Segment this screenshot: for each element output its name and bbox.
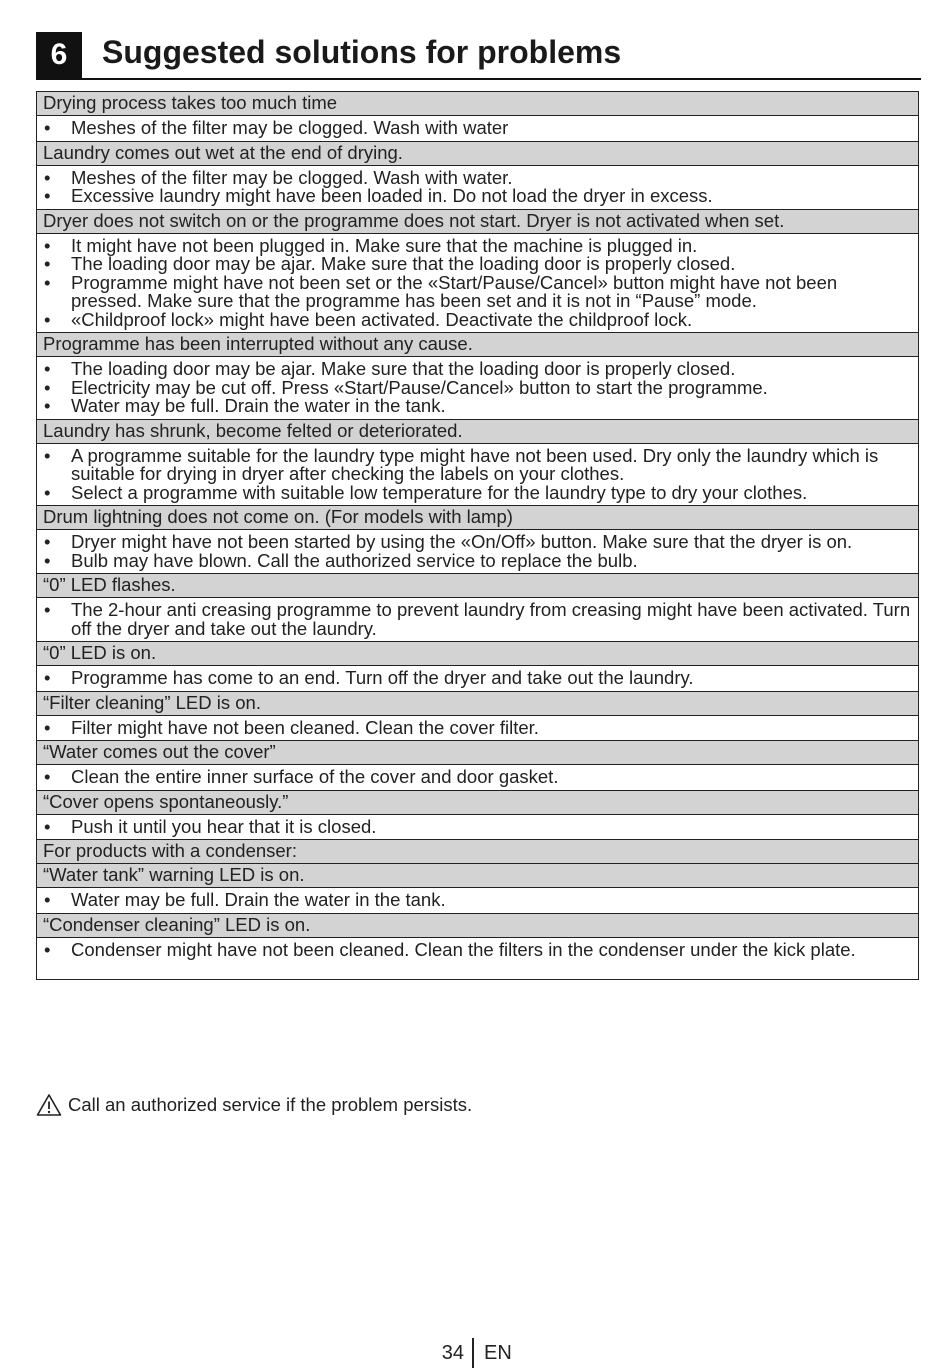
problem-table: [36, 91, 919, 980]
solution-item: [43, 119, 912, 138]
solution-item: [43, 255, 912, 274]
solution-list: [37, 598, 918, 642]
problem-heading: Laundry has shrunk, become felted or deteriorated.: [37, 420, 918, 444]
section-number: 6: [36, 32, 82, 78]
solution-text: Clean the entire inner surface of the cover and door gasket.: [71, 766, 559, 787]
solution-text: The loading door may be ajar. Make sure that the loading door is properly closed.: [71, 253, 736, 274]
solution-text: Condenser might have not been cleaned. Clean the filters in the condenser under the kick plate.: [71, 938, 856, 960]
bullet-icon: •: [44, 938, 51, 960]
solution-text: Programme might have not been set or the «Start/Pause/Cancel» button might have not been pressed. Make sure that the programme has been set and it is not in “Pause” mode.: [71, 271, 838, 311]
bullet-icon: •: [44, 234, 51, 256]
solution-item: [43, 768, 912, 787]
solution-item: [43, 397, 912, 416]
solution-item: [43, 815, 912, 837]
solution-item: [43, 938, 912, 960]
page-footer: [0, 1338, 950, 1368]
bullet-icon: •: [44, 253, 51, 274]
problem-heading: For products with a condenser:: [37, 840, 918, 864]
service-note: [36, 1093, 472, 1117]
solution-item: [43, 891, 912, 910]
solution-text: The loading door may be ajar. Make sure that the loading door is properly closed.: [71, 358, 736, 379]
problem-heading: Drum lightning does not come on. (For models with lamp): [37, 506, 918, 530]
solution-item: [43, 444, 912, 484]
solution-item: [43, 601, 912, 638]
problem-heading: “Condenser cleaning” LED is on.: [37, 914, 918, 938]
solution-list: [37, 444, 918, 507]
problem-heading: Programme has been interrupted without any cause.: [37, 333, 918, 357]
solution-list: [37, 666, 918, 692]
solution-text: Dryer might have not been started by using the «On/Off» button. Make sure that the dryer is on.: [71, 531, 853, 552]
bullet-icon: •: [44, 185, 51, 206]
bullet-icon: •: [44, 815, 51, 837]
bullet-icon: •: [44, 166, 51, 188]
solution-list: [37, 716, 918, 742]
solution-text: Water may be full. Drain the water in the tank.: [71, 395, 446, 416]
solution-text: Meshes of the filter may be clogged. Wash with water: [71, 117, 509, 138]
solution-text: It might have not been plugged in. Make sure that the machine is plugged in.: [71, 234, 698, 256]
solution-list: [37, 888, 918, 914]
bullet-icon: •: [44, 549, 51, 571]
language-code: EN: [484, 1342, 512, 1364]
solution-list: [37, 234, 918, 334]
bullet-icon: •: [44, 308, 51, 330]
solution-text: Bulb may have blown. Call the authorized service to replace the bulb.: [71, 549, 638, 571]
section-header: [36, 30, 921, 80]
page-title: Suggested solutions for problems: [102, 34, 622, 70]
solution-text: Meshes of the filter may be clogged. Wash with water.: [71, 166, 513, 188]
problem-heading: Dryer does not switch on or the programme does not start. Dryer is not activated when set.: [37, 210, 918, 234]
solution-list: [37, 530, 918, 574]
solution-list: [37, 938, 918, 980]
problem-heading: Drying process takes too much time: [37, 92, 918, 116]
solution-text: «Childproof lock» might have been activated. Deactivate the childproof lock.: [71, 308, 693, 330]
solution-item: [43, 308, 912, 330]
problem-heading: Laundry comes out wet at the end of drying.: [37, 142, 918, 166]
solution-text: The 2-hour anti creasing programme to prevent laundry from creasing might have been activated. Turn off the dryer and take out the laundry.: [71, 599, 911, 639]
solution-text: Select a programme with suitable low temperature for the laundry type to dry your clothes.: [71, 481, 808, 503]
solution-text: Push it until you hear that it is closed.: [71, 815, 377, 837]
bullet-icon: •: [44, 358, 51, 379]
solution-text: Filter might have not been cleaned. Clean the cover filter.: [71, 716, 539, 738]
problem-heading: “Water tank” warning LED is on.: [37, 864, 918, 888]
note-text: Call an authorized service if the problem persists.: [68, 1094, 473, 1115]
solution-text: Electricity may be cut off. Press «Start/Pause/Cancel» button to start the programme.: [71, 376, 768, 398]
warning-triangle-icon: [36, 1093, 62, 1117]
problem-heading: “0” LED flashes.: [37, 574, 918, 598]
solution-text: Excessive laundry might have been loaded in. Do not load the dryer in excess.: [71, 185, 713, 206]
bullet-icon: •: [44, 531, 51, 552]
bullet-icon: •: [44, 889, 51, 910]
solution-list: [37, 815, 918, 841]
solution-item: [43, 271, 912, 311]
solution-item: [43, 481, 912, 503]
bullet-icon: •: [44, 481, 51, 503]
bullet-icon: •: [44, 395, 51, 416]
solution-list: [37, 166, 918, 210]
page-number: 34: [441, 1342, 464, 1364]
solution-item: [43, 716, 912, 738]
bullet-icon: •: [44, 444, 51, 466]
solution-text: Water may be full. Drain the water in the tank.: [71, 889, 446, 910]
bullet-icon: •: [44, 667, 51, 688]
footer-divider: [472, 1338, 474, 1368]
solution-item: [43, 669, 912, 688]
solution-item: [43, 533, 912, 552]
problem-heading: “Filter cleaning” LED is on.: [37, 692, 918, 716]
bullet-icon: •: [44, 716, 51, 738]
solution-item: [43, 549, 912, 571]
problem-heading: “Water comes out the cover”: [37, 741, 918, 765]
solution-list: [37, 116, 918, 142]
bullet-icon: •: [44, 376, 51, 398]
solution-item: [43, 360, 912, 379]
problem-heading: “0” LED is on.: [37, 642, 918, 666]
bullet-icon: •: [44, 271, 51, 293]
bullet-icon: •: [44, 599, 51, 620]
solution-list: [37, 357, 918, 420]
solution-list: [37, 765, 918, 791]
bullet-icon: •: [44, 117, 51, 138]
problem-heading: “Cover opens spontaneously.”: [37, 791, 918, 815]
solution-item: [43, 187, 912, 206]
bullet-icon: •: [44, 766, 51, 787]
solution-text: A programme suitable for the laundry type might have not been used. Dry only the laundry which is suitable for drying in dryer after checking the labels on your clothes.: [71, 444, 879, 484]
solution-text: Programme has come to an end. Turn off the dryer and take out the laundry.: [71, 667, 694, 688]
